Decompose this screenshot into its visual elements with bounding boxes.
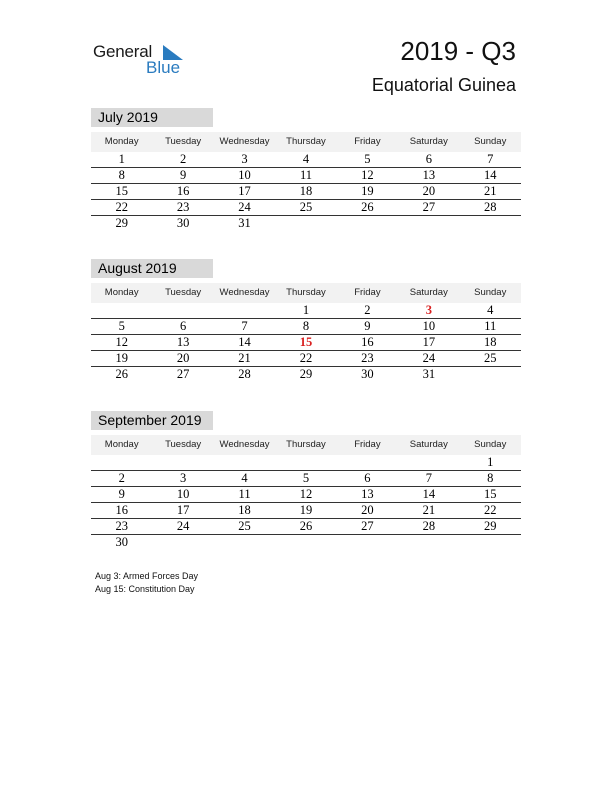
week-row — [91, 503, 521, 519]
day-cell: 18 — [238, 503, 251, 517]
day-cell: 13 — [361, 487, 374, 501]
weekday-header-row — [91, 132, 521, 152]
day-cell: 7 — [241, 319, 248, 333]
day-cell: 25 — [238, 519, 251, 533]
day-cell: 12 — [115, 335, 128, 349]
day-cell: 5 — [302, 471, 310, 485]
day-cell: 8 — [302, 319, 310, 333]
week-row — [91, 487, 521, 503]
week-row — [91, 216, 521, 232]
day-cell: 10 — [176, 487, 190, 501]
day-cell: 11 — [238, 487, 251, 501]
day-cell: 27 — [422, 200, 436, 214]
day-cell: 11 — [484, 319, 497, 333]
week-row — [91, 351, 521, 367]
month-title: August 2019 — [91, 259, 213, 278]
quarter-title: 2019 - Q3 — [400, 36, 516, 66]
day-cell — [460, 216, 521, 232]
day-cell: 4 — [302, 152, 310, 166]
day-cell: 20 — [361, 503, 374, 517]
week-row — [91, 519, 521, 535]
weekday-label: Tuesday — [165, 136, 202, 147]
day-cell: 27 — [361, 519, 374, 533]
day-cell — [398, 216, 459, 232]
day-cell: 6 — [364, 471, 371, 485]
week-row — [91, 184, 521, 200]
month-july — [91, 108, 521, 232]
day-cell: 26 — [115, 367, 128, 381]
holiday-day-cell: 15 — [299, 335, 313, 349]
weekday-label: Saturday — [409, 287, 448, 298]
holiday-note: Aug 3: Armed Forces Day — [95, 571, 199, 581]
day-cell: 13 — [422, 168, 436, 182]
day-cell — [91, 455, 152, 470]
day-cell — [275, 216, 336, 232]
day-cell: 4 — [487, 303, 494, 317]
month-august — [91, 259, 521, 383]
day-cell: 14 — [422, 487, 436, 501]
day-cell — [214, 303, 275, 318]
day-cell — [91, 303, 152, 318]
day-cell: 16 — [115, 503, 128, 517]
weekday-label: Tuesday — [165, 439, 202, 450]
day-cell — [398, 455, 459, 470]
day-cell: 3 — [180, 471, 187, 485]
day-cell: 24 — [176, 519, 190, 533]
week-row — [91, 471, 521, 487]
month-september — [91, 411, 521, 551]
day-cell: 14 — [483, 168, 497, 182]
day-cell — [214, 455, 275, 470]
weekday-label: Monday — [104, 136, 139, 147]
day-cell: 17 — [422, 335, 436, 349]
day-cell: 5 — [118, 319, 125, 333]
day-cell: 25 — [483, 351, 497, 365]
day-cell: 29 — [115, 216, 128, 230]
day-cell: 22 — [115, 200, 128, 214]
day-cell: 20 — [176, 351, 190, 365]
weekday-label: Friday — [354, 136, 381, 147]
weekday-label: Wednesday — [219, 136, 270, 147]
day-cell — [337, 535, 398, 551]
day-cell: 10 — [238, 168, 251, 182]
day-cell: 17 — [176, 503, 190, 517]
logo-blue-text: Blue — [146, 58, 181, 77]
weekday-header-row — [91, 283, 521, 303]
day-cell: 2 — [180, 152, 187, 166]
day-cell: 27 — [176, 367, 190, 381]
day-cell: 6 — [425, 152, 432, 166]
logo — [93, 42, 193, 78]
day-cell: 31 — [238, 216, 251, 230]
day-cell — [460, 367, 521, 383]
day-cell: 9 — [364, 319, 371, 333]
day-cell: 5 — [364, 152, 371, 166]
day-cell: 12 — [299, 487, 313, 501]
weekday-label: Sunday — [474, 287, 507, 298]
week-row — [91, 535, 521, 551]
weekday-label: Saturday — [409, 439, 448, 450]
weekday-label: Saturday — [409, 136, 448, 147]
holiday-notes — [95, 570, 198, 596]
day-cell: 10 — [422, 319, 436, 333]
day-cell: 28 — [238, 367, 251, 381]
weekday-label: Wednesday — [219, 439, 270, 450]
day-cell: 4 — [241, 471, 248, 485]
day-cell: 22 — [483, 503, 497, 517]
holiday-day-cell: 3 — [425, 303, 432, 317]
day-cell: 28 — [483, 200, 497, 214]
week-row — [91, 455, 521, 471]
day-cell — [152, 455, 213, 470]
day-cell: 26 — [299, 519, 313, 533]
day-cell: 3 — [241, 152, 248, 166]
week-row — [91, 168, 521, 184]
weekday-label: Sunday — [474, 439, 507, 450]
day-cell: 21 — [483, 184, 497, 198]
day-cell: 19 — [361, 184, 374, 198]
day-cell — [152, 535, 213, 551]
day-cell: 30 — [361, 367, 374, 381]
weekday-label: Thursday — [286, 136, 326, 147]
day-cell: 8 — [118, 168, 125, 182]
day-cell: 12 — [361, 168, 374, 182]
day-cell — [214, 535, 275, 551]
month-title: September 2019 — [91, 411, 213, 430]
day-cell: 25 — [299, 200, 313, 214]
day-cell: 17 — [238, 184, 251, 198]
day-cell: 16 — [361, 335, 374, 349]
weekday-label: Tuesday — [165, 287, 202, 298]
week-row — [91, 335, 521, 351]
day-cell: 23 — [361, 351, 374, 365]
day-cell: 9 — [118, 487, 125, 501]
day-cell: 23 — [115, 519, 128, 533]
weekday-label: Thursday — [286, 439, 326, 450]
day-cell: 30 — [115, 535, 128, 549]
day-cell: 21 — [238, 351, 251, 365]
day-cell: 7 — [425, 471, 432, 485]
day-cell: 1 — [487, 455, 494, 469]
day-cell: 13 — [176, 335, 190, 349]
day-cell: 2 — [118, 471, 125, 485]
day-cell: 18 — [483, 335, 497, 349]
day-cell — [275, 455, 336, 470]
day-cell: 19 — [299, 503, 313, 517]
day-cell: 22 — [299, 351, 313, 365]
day-cell: 28 — [422, 519, 436, 533]
day-cell: 7 — [487, 152, 494, 166]
day-cell: 16 — [176, 184, 190, 198]
week-row — [91, 303, 521, 319]
day-cell: 1 — [118, 152, 125, 166]
weekday-label: Monday — [104, 287, 139, 298]
day-cell: 20 — [422, 184, 436, 198]
month-title: July 2019 — [91, 108, 213, 127]
day-cell: 24 — [422, 351, 436, 365]
day-cell: 24 — [238, 200, 251, 214]
week-row — [91, 152, 521, 168]
day-cell: 11 — [299, 168, 312, 182]
week-row — [91, 200, 521, 216]
day-cell: 29 — [299, 367, 313, 381]
day-cell — [337, 455, 398, 470]
weekday-header-row — [91, 435, 521, 455]
weekday-label: Friday — [354, 439, 381, 450]
day-cell: 19 — [115, 351, 128, 365]
day-cell — [398, 535, 459, 551]
day-cell — [152, 303, 213, 318]
day-cell: 31 — [422, 367, 436, 381]
day-cell — [460, 535, 521, 551]
weekday-label: Wednesday — [219, 287, 270, 298]
country-name: Equatorial Guinea — [371, 75, 516, 95]
day-cell — [275, 535, 336, 551]
weekday-label: Monday — [104, 439, 139, 450]
day-cell: 9 — [180, 168, 187, 182]
day-cell: 30 — [176, 216, 190, 230]
day-cell: 14 — [238, 335, 251, 349]
day-cell: 21 — [422, 503, 436, 517]
day-cell: 15 — [483, 487, 497, 501]
day-cell: 2 — [364, 303, 371, 317]
day-cell: 1 — [302, 303, 310, 317]
weekday-label: Sunday — [474, 136, 507, 147]
day-cell: 8 — [487, 471, 494, 485]
holiday-note: Aug 15: Constitution Day — [95, 584, 195, 594]
weekday-label: Thursday — [286, 287, 326, 298]
week-row — [91, 319, 521, 335]
day-cell: 29 — [483, 519, 497, 533]
weekday-label: Friday — [354, 287, 381, 298]
day-cell: 6 — [180, 319, 187, 333]
day-cell: 23 — [176, 200, 190, 214]
day-cell: 15 — [115, 184, 128, 198]
day-cell — [337, 216, 398, 232]
day-cell: 18 — [299, 184, 313, 198]
logo-general-text: General — [93, 42, 153, 61]
day-cell: 26 — [361, 200, 374, 214]
week-row — [91, 367, 521, 383]
